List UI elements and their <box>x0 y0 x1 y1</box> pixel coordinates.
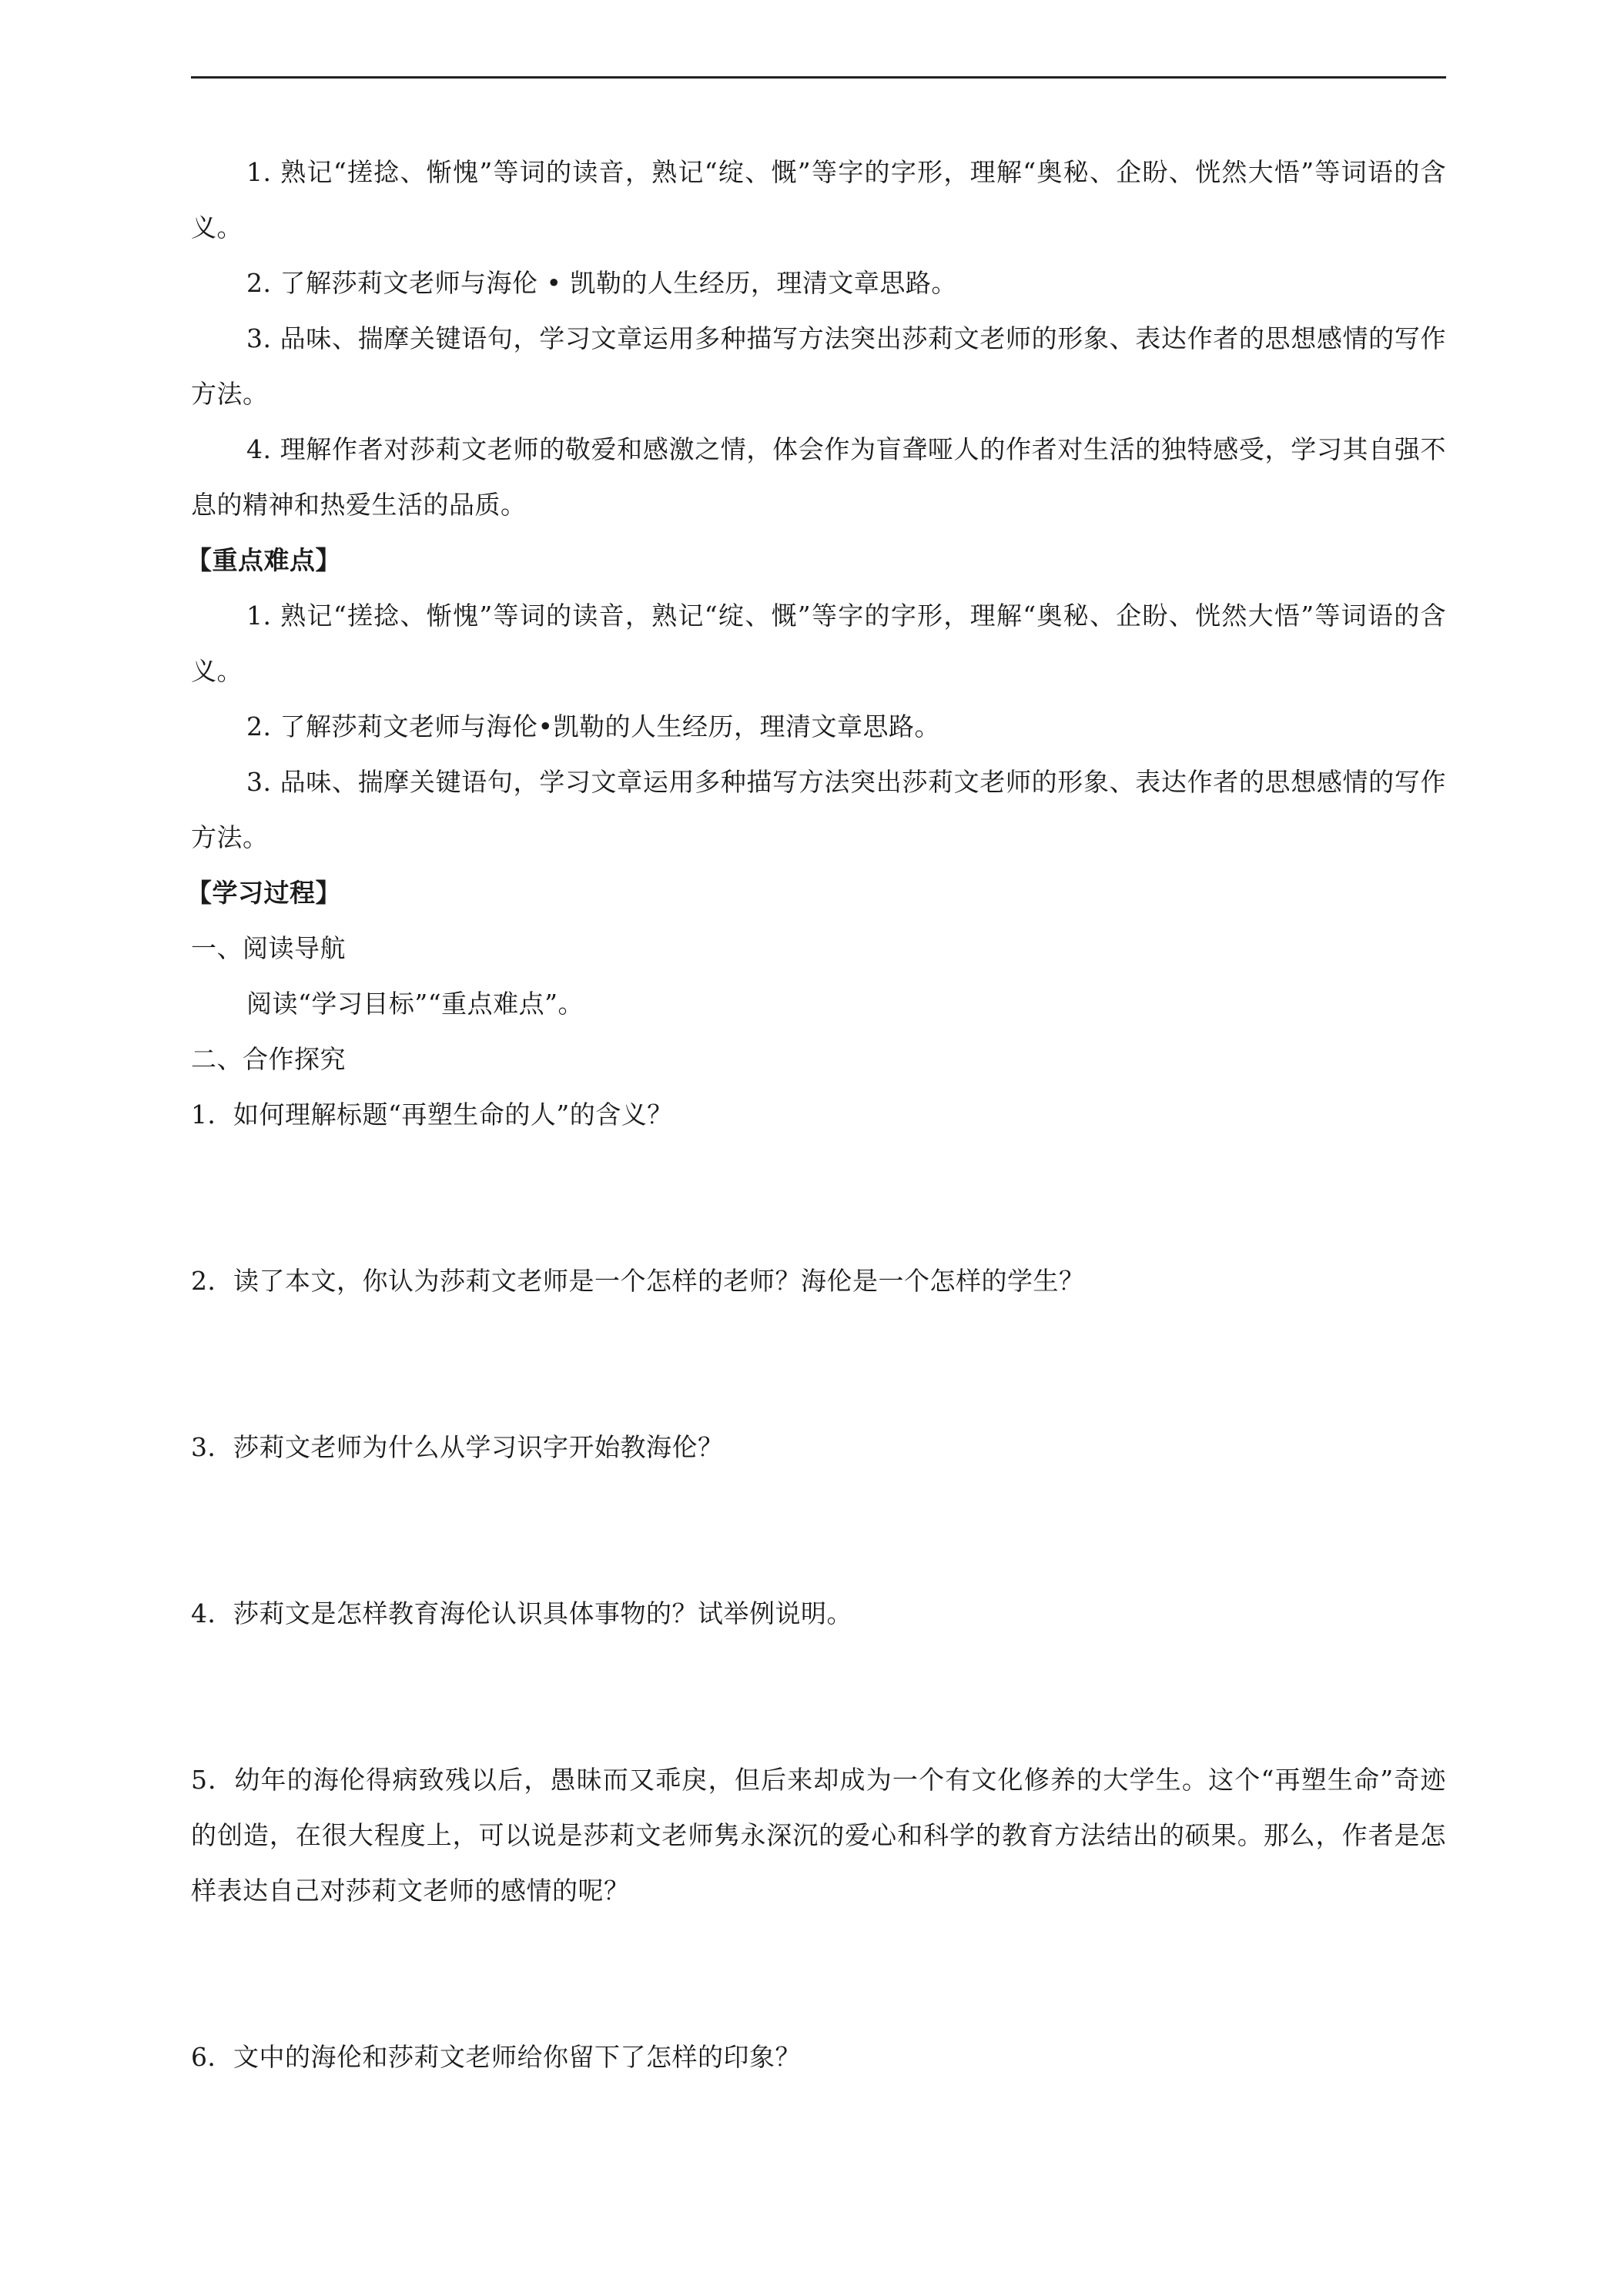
question-2: 2．读了本文，你认为莎莉文老师是一个怎样的老师？海伦是一个怎样的学生？ <box>191 1266 1085 1296</box>
answer-space <box>191 1919 1446 2030</box>
section-inquiry-title: 二、合作探究 <box>191 1044 346 1074</box>
question-3: 3．莎莉文老师为什么从学习识字开始教海伦？ <box>191 1432 724 1462</box>
objective-1: 1. 熟记“搓捻、惭愧”等词的读音，熟记“绽、慨”等字的字形，理解“奥秘、企盼、恍然大悟”等词语的含义。 <box>191 157 1446 243</box>
answer-space <box>191 1143 1446 1253</box>
section-reading-guide-title: 一、阅读导航 <box>191 933 346 963</box>
objective-3: 3. 品味、揣摩关键语句，学习文章运用多种描写方法突出莎莉文老师的形象、表达作者的思想感情的写作方法。 <box>191 323 1446 409</box>
objective-2: 2. 了解莎莉文老师与海伦 • 凯勒的人生经历，理清文章思路。 <box>246 268 957 298</box>
key-point-1: 1. 熟记“搓捻、惭愧”等词的读音，熟记“绽、慨”等字的字形，理解“奥秘、企盼、恍然大悟”等词语的含义。 <box>191 601 1446 686</box>
objective-4: 4. 理解作者对莎莉文老师的敬爱和感激之情，体会作为盲聋哑人的作者对生活的独特感受，学习其自强不息的精神和热爱生活的品质。 <box>191 434 1446 520</box>
key-point-2: 2. 了解莎莉文老师与海伦•凯勒的人生经历，理清文章思路。 <box>246 711 940 741</box>
question-4: 4．莎莉文是怎样教育海伦认识具体事物的？试举例说明。 <box>191 1598 852 1628</box>
section-reading-guide-text: 阅读“学习目标”“重点难点”。 <box>246 989 584 1019</box>
question-1: 1．如何理解标题“再塑生命的人”的含义？ <box>191 1099 673 1130</box>
header-rule <box>191 76 1446 79</box>
key-points-heading: 【重点难点】 <box>186 545 341 575</box>
answer-space <box>191 1309 1446 1420</box>
document-body <box>186 145 1446 2085</box>
process-heading: 【学习过程】 <box>186 878 341 908</box>
question-6: 6．文中的海伦和莎莉文老师给你留下了怎样的印象？ <box>191 2042 801 2072</box>
answer-space <box>191 1475 1446 1586</box>
question-5: 5．幼年的海伦得病致残以后，愚昧而又乖戾，但后来却成为一个有文化修养的大学生。这个“再塑生命”奇迹的创造，在很大程度上，可以说是莎莉文老师隽永深沉的爱心和科学的教育方法结出的硕果。那么，作者是怎样表达自己对莎莉文老师的感情的呢？ <box>191 1765 1446 1906</box>
key-point-3: 3. 品味、揣摩关键语句，学习文章运用多种描写方法突出莎莉文老师的形象、表达作者的思想感情的写作方法。 <box>191 767 1446 852</box>
answer-space <box>191 1642 1446 1752</box>
